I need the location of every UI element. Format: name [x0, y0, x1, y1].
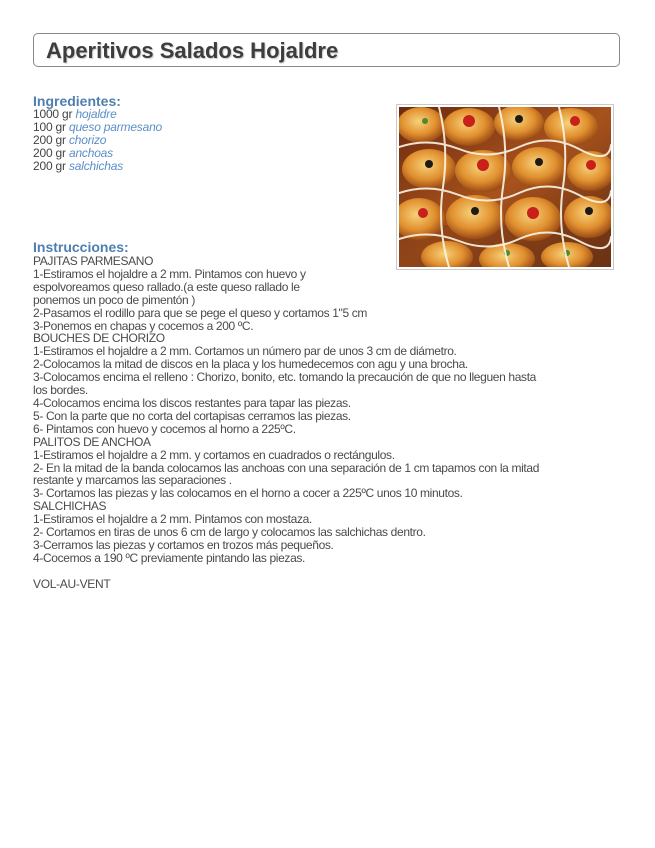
instruction-line: SALCHICHAS — [33, 499, 107, 514]
recipe-title: Aperitivos Salados Hojaldre — [46, 38, 339, 63]
instruction-line: 1-Estiramos el hojaldre a 2 mm. y cortamos en cuadrados o rectángulos. — [33, 447, 395, 462]
instructions-text — [33, 255, 618, 565]
instruction-line: 4-Colocamos encima los discos restantes para tapar las piezas. — [33, 395, 351, 410]
instruction-line: 3- Cortamos las piezas y las colocamos en el horno a cocer a 225ºC unos 10 minutos. — [33, 486, 463, 501]
instruction-line: 1-Estiramos el hojaldre a 2 mm. Cortamos un número par de unos 3 cm de diámetro. — [33, 344, 457, 359]
ingredient-item: 1000 gr hojaldre — [33, 107, 117, 121]
instruction-line: 2-Colocamos la mitad de discos en la placa y los humedecemos con agu y una brocha. — [33, 357, 468, 372]
food-photo-icon — [399, 107, 611, 267]
instruction-line: BOUCHES DE CHORIZO — [33, 331, 165, 346]
ingredient-item: 100 gr queso parmesano — [33, 120, 163, 134]
instructions-heading: Instrucciones: — [33, 239, 129, 255]
instruction-line: 1-Estiramos el hojaldre a 2 mm. Pintamos con mostaza. — [33, 512, 312, 527]
instruction-line: PAJITAS PARMESANO — [33, 254, 154, 268]
ingredient-item: 200 gr anchoas — [33, 146, 113, 160]
instruction-line: 1-Estiramos el hojaldre a 2 mm. Pintamos con huevo y — [33, 266, 306, 281]
instruction-line: 3-Colocamos encima el relleno : Chorizo, bonito, etc. tomando la precaución de que no lleguen hasta — [33, 370, 537, 385]
ingredients-heading: Ingredientes: — [33, 93, 121, 109]
ingredient-item: 200 gr salchichas — [33, 159, 123, 173]
vol-au-vent-heading: VOL-AU-VENT — [33, 577, 111, 591]
instruction-line: los bordes. — [33, 383, 88, 398]
instruction-line: 2- Cortamos en tiras de unos 6 cm de largo y colocamos las salchichas dentro. — [33, 525, 426, 540]
instruction-line: ponemos un poco de pimentón ) — [33, 292, 195, 307]
ingredients-list — [33, 108, 162, 173]
instruction-line: PALITOS DE ANCHOA — [33, 434, 151, 449]
instruction-line: 2-Pasamos el rodillo para que se pege el queso y cortamos 1"5 cm — [33, 305, 368, 320]
ingredient-item: 200 gr chorizo — [33, 133, 107, 147]
food-photo — [396, 104, 614, 270]
instruction-line: 5- Con la parte que no corta del cortapisas cerramos las piezas. — [33, 408, 351, 423]
instruction-line: 3-Ponemos en chapas y cocemos a 200 ºC. — [33, 318, 254, 333]
title-box — [33, 33, 620, 67]
instruction-line: 2- En la mitad de la banda colocamos las anchoas con una separación de 1 cm tapamos con la mitad — [33, 460, 540, 475]
instruction-line: restante y marcamos las separaciones . — [33, 473, 232, 488]
instruction-line: 4-Cocemos a 190 ºC previamente pintando las piezas. — [33, 550, 306, 565]
instruction-line: 3-Cerramos las piezas y cortamos en trozos más pequeños. — [33, 537, 334, 552]
instruction-line: 6- Pintamos con huevo y cocemos al horno a 225ºC. — [33, 421, 296, 436]
instruction-line: espolvoreamos queso rallado.(a este queso rallado le — [33, 279, 300, 294]
